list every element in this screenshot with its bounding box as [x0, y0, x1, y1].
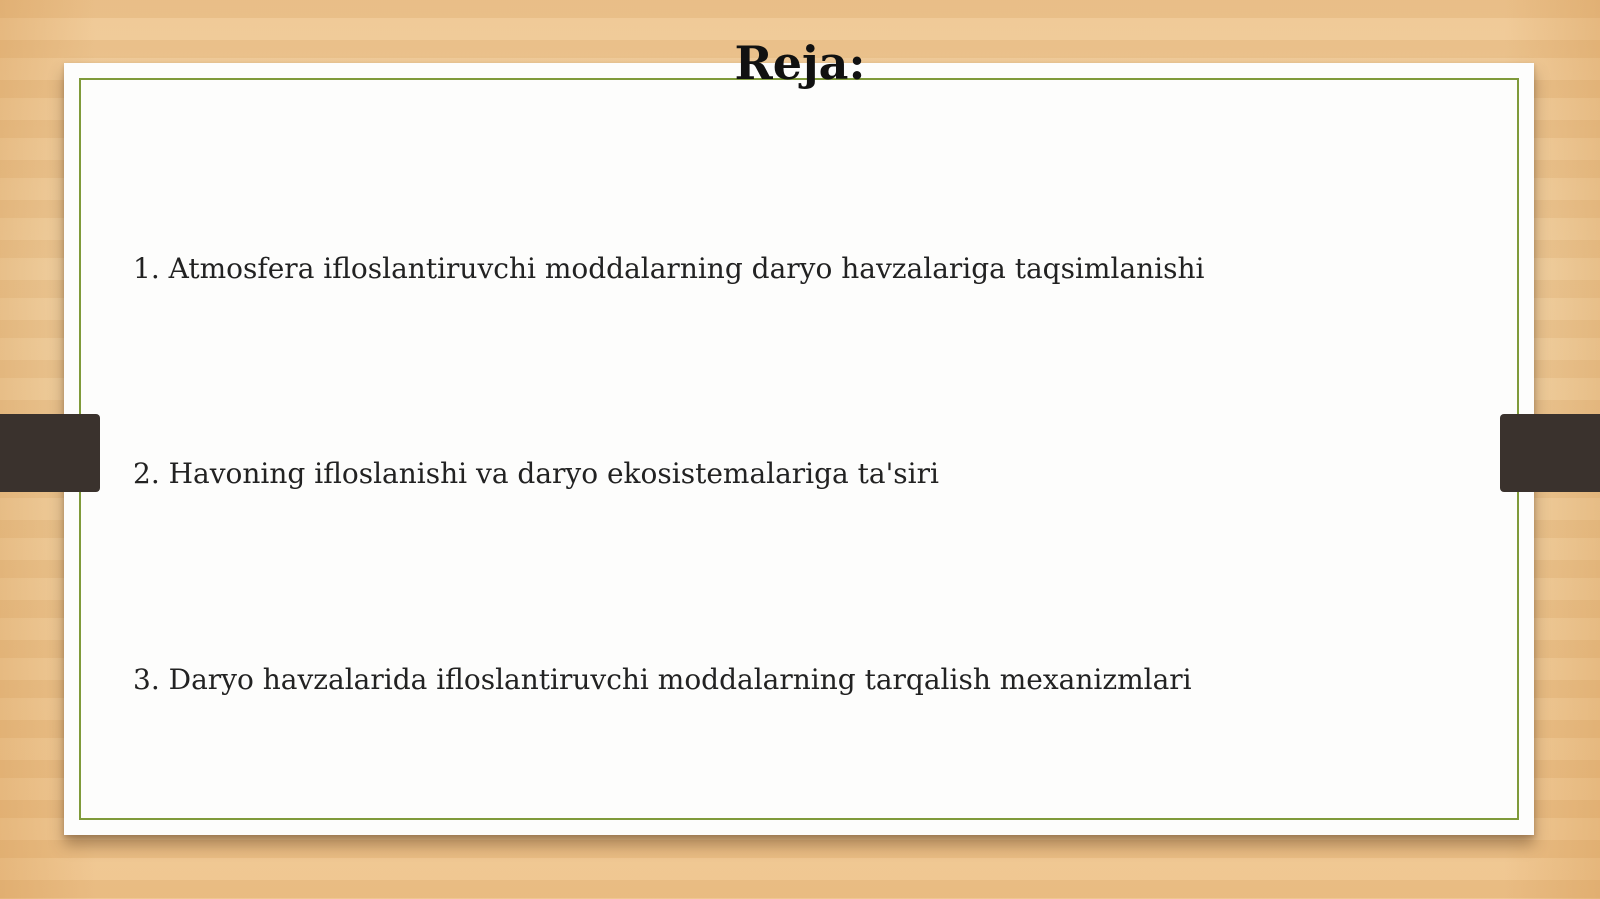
plan-item-1: 1. Atmosfera ifloslantiruvchi moddalarning daryo havzalariga taqsimlanishi	[133, 252, 1205, 285]
left-binder-tab	[0, 414, 100, 492]
slide-sheet	[64, 63, 1534, 835]
slide-title: Reja:	[734, 36, 866, 90]
slide-frame	[79, 78, 1519, 820]
right-binder-tab	[1500, 414, 1600, 492]
plan-item-3: 3. Daryo havzalarida ifloslantiruvchi moddalarning tarqalish mexanizmlari	[133, 663, 1192, 696]
plan-item-2: 2. Havoning ifloslanishi va daryo ekosistemalariga ta'siri	[133, 457, 939, 490]
